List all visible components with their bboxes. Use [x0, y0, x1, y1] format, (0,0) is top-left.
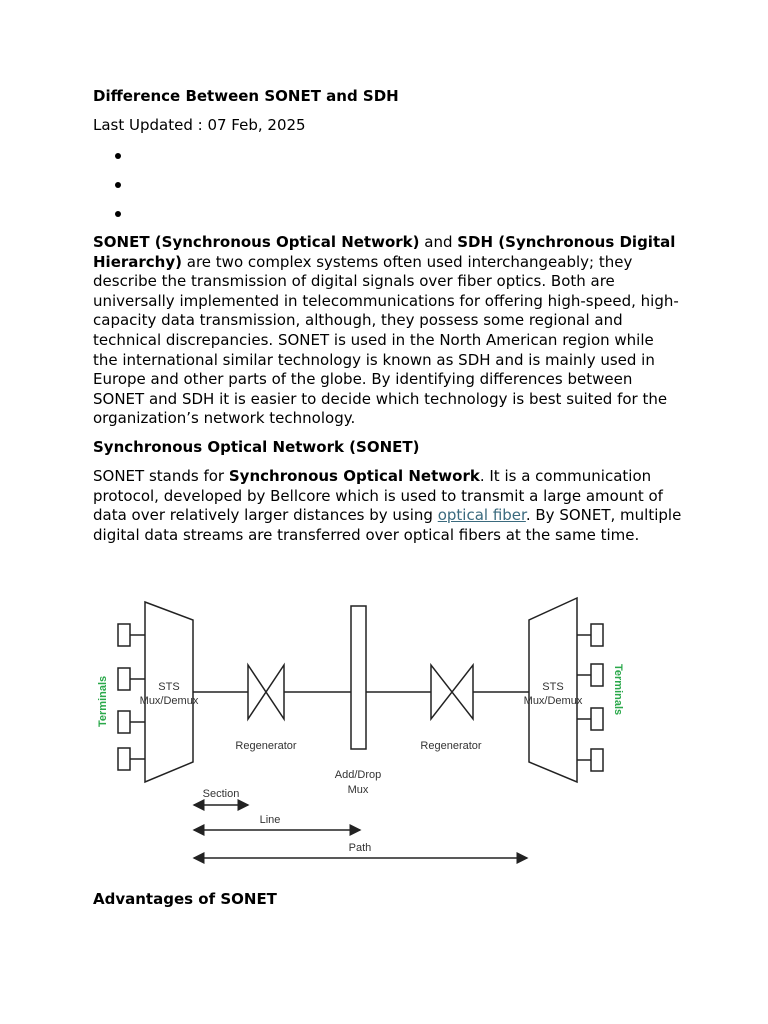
- left-mux-label-2: Mux/Demux: [139, 695, 199, 707]
- regenerator-left-label: Regenerator: [235, 740, 297, 752]
- intro-bold-sonet: SONET (Synchronous Optical Network): [93, 233, 420, 251]
- add-drop-label-2: Mux: [347, 784, 369, 796]
- left-mux-label-1: STS: [158, 681, 180, 693]
- regenerator-right-label: Regenerator: [420, 740, 482, 752]
- sonet-pre: SONET stands for: [93, 467, 229, 485]
- page-title: Difference Between SONET and SDH: [93, 87, 399, 105]
- terminal-box: [118, 624, 130, 646]
- left-terminals-label: Terminals: [97, 675, 109, 727]
- terminal-box: [118, 748, 130, 770]
- empty-bullet-list: [93, 143, 213, 223]
- sonet-bold: Synchronous Optical Network: [228, 467, 480, 485]
- terminal-box: [591, 749, 603, 771]
- advantages-heading: Advantages of SONET: [93, 890, 277, 908]
- sonet-diagram: [93, 592, 629, 872]
- sonet-post: . By SONET, multiple digital data streams are transferred over optical fibers at the same time.: [93, 506, 682, 544]
- right-mux-label-2: Mux/Demux: [523, 695, 583, 707]
- sonet-heading: Synchronous Optical Network (SONET): [93, 438, 420, 456]
- terminal-box: [591, 708, 603, 730]
- list-item: [115, 211, 121, 217]
- add-drop-label-1: Add/Drop: [334, 769, 382, 781]
- terminal-box: [591, 624, 603, 646]
- intro-bold-sdh: SDH (Synchronous Digital Hierarchy): [93, 233, 676, 271]
- add-drop-mux-symbol: [351, 606, 366, 749]
- last-updated: Last Updated : 07 Feb, 2025: [93, 116, 306, 134]
- sonet-mid: . It is a communication protocol, developed by Bellcore which is used to transmit a large amount of data over relatively larger distances by using: [93, 467, 663, 525]
- line-label: Line: [259, 814, 281, 826]
- terminal-box: [591, 664, 603, 686]
- optical-fiber-link[interactable]: optical fiber: [437, 506, 526, 525]
- list-item: [115, 182, 121, 188]
- right-terminals-label: Terminals: [612, 664, 624, 716]
- sonet-diagram-svg: [93, 592, 629, 872]
- section-label: Section: [202, 788, 240, 800]
- path-label: Path: [348, 842, 372, 854]
- sonet-paragraph: [93, 467, 683, 545]
- terminal-box: [118, 711, 130, 733]
- terminal-box: [118, 668, 130, 690]
- right-mux-label-1: STS: [542, 681, 564, 693]
- intro-paragraph: [93, 233, 683, 429]
- intro-and: and: [419, 233, 458, 251]
- intro-rest: are two complex systems often used interchangeably; they describe the transmission of digital signals over fiber optics. Both are universally implemented in telecommunications for offering high-speed, high-capacity data transmission, although, they possess some regional and technical discrepancies. SONET is used in the North American region while the international similar technology is known as SDH and is mainly used in Europe and other parts of the globe. By identifying differences between SONET and SDH it is easier to decide which technology is best suited for the organization’s network technology.: [93, 252, 679, 428]
- list-item: [115, 153, 121, 159]
